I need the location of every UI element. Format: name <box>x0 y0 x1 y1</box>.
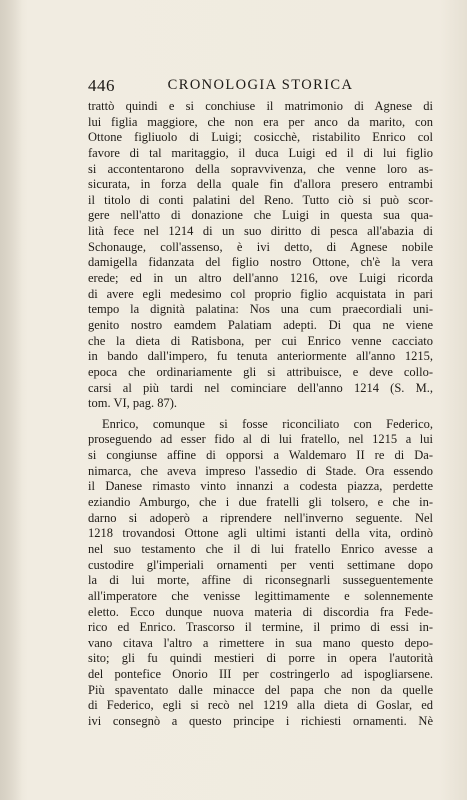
page-number: 446 <box>88 76 115 95</box>
text-line: trattò quindi e si conchiuse il matrimonio di Agnese di <box>88 99 433 113</box>
running-title: CRONOLOGIA STORICA <box>167 77 354 93</box>
text-line: nel suo testamento che il di lui fratello Enrico avesse a <box>88 541 433 556</box>
text-line: 1218 trovandosi Ottone agli ultimi istanti della vita, ordinò <box>88 526 433 541</box>
text-line: di avere egli medesimo col proprio figlio acquistata in pari <box>88 286 433 301</box>
text-line: vano citava l'altro a rimettere in sua mano questo depo- <box>88 635 433 650</box>
text-line: ivi consegnò a questo principe i richiesti ornamenti. Nè <box>88 713 433 728</box>
running-head <box>88 76 433 96</box>
text-line: Enrico, comunque si fosse riconciliato con Federico, <box>102 416 433 431</box>
text-line: eletto. Ecco dunque nuova materia di discordia fra Fede- <box>88 604 433 619</box>
text-line: erede; ed in un altro dell'anno 1216, ove Luigi ricorda <box>88 271 433 286</box>
text-line: favore di tal maritaggio, il duca Luigi ed il di lui figlio <box>88 145 433 160</box>
text-line: carsi al più tardi nel cominciare dell'anno 1214 (S. M., <box>88 380 433 395</box>
text-line: gere nell'atto di donazione che Luigi in questa sua qua- <box>88 208 433 223</box>
text-line: la di lui morte, affine di riconsegnarli susseguentemente <box>88 573 433 588</box>
text-line: lità fece nel 1214 di un suo diritto di pesca all'abazia di <box>88 224 433 239</box>
text-line: il titolo di conti palatini del Reno. Tutto ciò si può scor- <box>88 192 433 207</box>
text-line: all'imperatore che venisse legittimamente e solennemente <box>88 588 433 603</box>
text-line: Ottone figliuolo di Luigi; cosicchè, ristabilito Enrico col <box>88 130 433 145</box>
text-line: tempo la dignità palatina: Nos una cum praecordiali uni- <box>88 302 433 317</box>
text-line: sicurata, in forza della quale fin d'allora presero entrambi <box>88 177 433 192</box>
binding-shadow <box>0 0 22 800</box>
text-line: epoca che ordinariamente gli si attribuisce, e deve collo- <box>88 364 433 379</box>
text-line: lui figlia maggiore, che non era per anco da marito, con <box>88 114 433 129</box>
text-line: rico ed Enrico. Trascorso il termine, il primo di essi in- <box>88 620 433 635</box>
text-line: del pontefice Onorio III per costringerlo ad ispogliarsene. <box>88 667 433 682</box>
text-line: il Danese rimasto vinto innanzi a codesta piazza, perdette <box>88 479 433 494</box>
text-line: custodire gl'imperiali ornamenti per venti settimane dopo <box>88 557 433 572</box>
text-line: in bando dall'impero, fu tenuta anteriormente all'anno 1215, <box>88 349 433 364</box>
text-line: di Federico, egli si recò nel 1219 alla dieta di Goslar, ed <box>88 698 433 713</box>
text-line: Più spaventato dalle minacce del papa che non da quelle <box>88 682 433 697</box>
text-line: si congiunse affine di opporsi a Waldemaro II re di Da- <box>88 448 433 463</box>
text-line: damigella fidanzata del figlio nostro Ottone, ch'è la vera <box>88 255 433 270</box>
text-line: proseguendo ad esser fido al di lui fratello, nel 1215 a lui <box>88 432 433 447</box>
text-line: che la dieta di Ratisbona, per cui Enrico venne cacciato <box>88 333 433 348</box>
text-line: eziandio Amburgo, che i due fratelli gli tolsero, e che in- <box>88 495 433 510</box>
paragraph-2 <box>88 417 433 730</box>
text-line: genito nostro eamdem Palatiam adepti. Di qua ne viene <box>88 317 433 332</box>
text-line: sito; gli fu quindi mestieri di porre in opera l'autorità <box>88 651 433 666</box>
text-line: tom. VI, pag. 87). <box>88 396 177 411</box>
body-text <box>88 99 433 730</box>
text-line: nimarca, che aveva impreso l'assedio di Stade. Ora essendo <box>88 463 433 478</box>
text-line: darno si adoperò a riprendere nell'inverno seguente. Nel <box>88 510 433 525</box>
text-line: Schonauge, coll'assenso, è ivi detto, di Agnese nobile <box>88 239 433 254</box>
text-line: si accontentarono della sopravvivenza, che venne loro as- <box>88 161 433 176</box>
paragraph-1 <box>88 99 433 412</box>
